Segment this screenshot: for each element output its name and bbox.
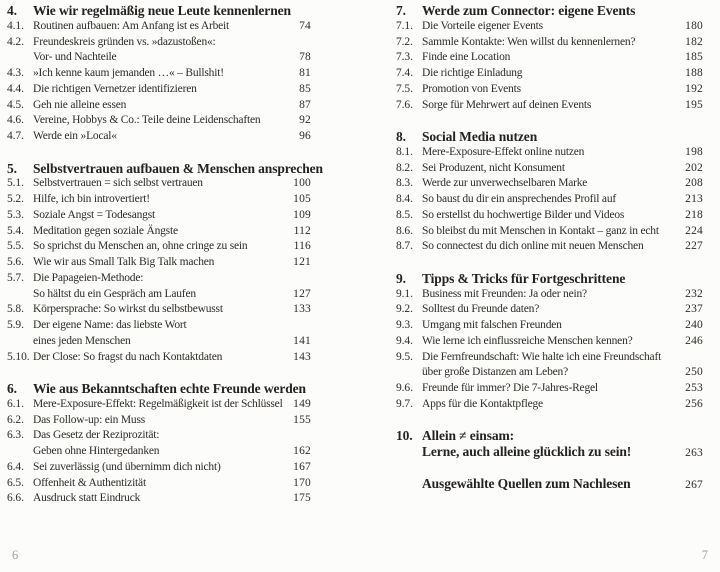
entry-page-number: 195 xyxy=(685,98,703,111)
toc-page-right xyxy=(396,3,703,491)
toc-chapter xyxy=(396,271,703,413)
entry-title: So erstellst du hochwertige Bilder und Videos xyxy=(422,208,625,221)
entry-number: 9.7. xyxy=(396,397,413,410)
entry-title: Geben ohne Hintergedanken xyxy=(33,445,160,457)
entry-number: 5.9. xyxy=(7,319,24,331)
entry-number: 4.4. xyxy=(7,82,24,95)
toc-chapter xyxy=(396,476,703,492)
entry-number: 7.2. xyxy=(396,35,413,48)
toc-entry xyxy=(396,239,703,255)
toc-entry xyxy=(7,491,311,507)
entry-title: Business mit Freunden: Ja oder nein? xyxy=(422,287,587,300)
toc-entry xyxy=(396,192,703,208)
entry-page-number: 188 xyxy=(685,67,703,79)
entry-page-number: 267 xyxy=(685,478,703,491)
entry-title: Freunde für immer? Die 7-Jahres-Regel xyxy=(422,382,598,394)
toc-page-left xyxy=(7,3,323,507)
toc-entry xyxy=(7,192,311,208)
entry-number: 5.8. xyxy=(7,303,24,316)
toc-entry xyxy=(7,460,311,476)
toc-chapter-heading xyxy=(7,3,311,19)
entry-title: Die richtige Einladung xyxy=(422,67,523,79)
entry-title: So bleibst du mit Menschen in Kontakt – ganz in echt xyxy=(422,224,659,237)
entry-number: 6.3. xyxy=(7,429,24,442)
entry-page-number: 253 xyxy=(685,382,703,394)
entry-number: 5.10. xyxy=(7,350,30,363)
chapter-title: Social Media nutzen xyxy=(422,129,538,144)
entry-number: 8.7. xyxy=(396,240,413,253)
toc-entry xyxy=(396,208,703,224)
chapter-title: Lerne, auch alleine glücklich zu sein! xyxy=(422,444,632,459)
entry-number: 9.1. xyxy=(396,287,413,300)
entry-title: Soziale Angst = Todesangst xyxy=(33,208,155,221)
entry-title: Die Vorteile eigener Events xyxy=(422,19,543,32)
entry-number: 8.2. xyxy=(396,161,413,174)
entry-title: Mere-Exposure-Effekt: Regelmäßigkeit ist der Schlüssel xyxy=(33,397,283,410)
toc-entry xyxy=(7,19,311,35)
entry-title: Die Papageien-Methode: xyxy=(33,271,144,284)
toc-entry xyxy=(7,255,311,271)
entry-page-number: 112 xyxy=(293,224,311,237)
toc-entry xyxy=(396,98,703,114)
entry-title: Vereine, Hobbys & Co.: Teile deine Leidenschaften xyxy=(33,114,261,127)
chapter-number: 5. xyxy=(7,160,17,176)
entry-title: über große Distanzen am Leben? xyxy=(422,366,568,379)
entry-page-number: 224 xyxy=(685,224,703,237)
toc-chapter-heading xyxy=(396,428,703,444)
entry-title: Werde zur unverwechselbaren Marke xyxy=(422,177,588,190)
entry-page-number: 92 xyxy=(299,114,311,127)
entry-title: Das Gesetz der Reziprozität: xyxy=(33,429,160,442)
toc-entry xyxy=(7,428,311,444)
entry-page-number: 256 xyxy=(685,397,703,410)
toc-entry xyxy=(7,82,311,98)
chapter-number: 8. xyxy=(396,129,406,144)
entry-number: 7.5. xyxy=(396,82,413,95)
entry-title: Freundeskreis gründen vs. »dazustoßen«: xyxy=(33,35,216,48)
entry-title: Der eigene Name: das liebste Wort xyxy=(33,319,187,331)
entry-number: 9.4. xyxy=(396,334,413,347)
entry-number: 9.2. xyxy=(396,303,413,316)
chapter-title: Tipps & Tricks für Fortgeschrittene xyxy=(422,270,626,286)
chapter-title: Werde zum Connector: eigene Events xyxy=(422,3,636,18)
toc-entry xyxy=(396,66,703,82)
entry-page-number: 170 xyxy=(293,476,311,489)
entry-page-number: 250 xyxy=(685,366,703,379)
entry-number: 6.4. xyxy=(7,460,24,473)
toc-entry xyxy=(7,176,311,192)
chapter-number: 7. xyxy=(396,3,406,18)
entry-page-number: 149 xyxy=(293,397,311,410)
entry-number: 7.1. xyxy=(396,19,413,32)
entry-page-number: 246 xyxy=(685,334,703,347)
toc-entry xyxy=(396,302,703,318)
entry-title: Die richtigen Vernetzer identifizieren xyxy=(33,82,197,95)
entry-number: 6.6. xyxy=(7,492,24,505)
entry-number: 4.7. xyxy=(7,130,24,142)
toc-chapter xyxy=(396,129,703,255)
entry-number: 4.5. xyxy=(7,98,24,111)
toc-entry xyxy=(7,66,311,82)
toc-chapter xyxy=(396,3,703,113)
entry-title: Der Close: So fragst du nach Kontaktdaten xyxy=(33,350,223,363)
toc-entry xyxy=(7,113,311,129)
toc-entry xyxy=(396,318,703,334)
toc-entry xyxy=(396,365,703,381)
entry-page-number: 100 xyxy=(293,177,311,190)
entry-number: 5.3. xyxy=(7,208,24,221)
entry-number: 7.4. xyxy=(396,67,413,79)
toc-entry xyxy=(396,161,703,177)
toc-chapter-heading xyxy=(396,476,703,492)
entry-title: Selbstvertrauen = sich selbst vertrauen xyxy=(33,177,203,190)
entry-title: Ausdruck statt Eindruck xyxy=(33,492,141,505)
toc-entry xyxy=(7,287,311,303)
toc-entry xyxy=(7,444,311,460)
toc-entry xyxy=(7,35,311,51)
entry-page-number: 162 xyxy=(293,445,311,457)
toc-chapter-heading xyxy=(7,381,311,397)
entry-page-number: 237 xyxy=(685,303,703,316)
entry-title: Werde ein »Local« xyxy=(33,130,117,142)
entry-title: Körpersprache: So wirkst du selbstbewusst xyxy=(33,303,223,316)
entry-page-number: 192 xyxy=(685,82,703,95)
entry-page-number: 185 xyxy=(685,51,703,64)
toc-entry xyxy=(7,334,311,350)
entry-page-number: 202 xyxy=(685,161,703,174)
entry-number: 4.2. xyxy=(7,35,24,48)
entry-page-number: 240 xyxy=(685,319,703,331)
entry-page-number: 143 xyxy=(293,350,311,363)
entry-page-number: 87 xyxy=(299,98,311,111)
entry-number: 8.1. xyxy=(396,145,413,158)
toc-entry xyxy=(396,224,703,240)
toc-entry xyxy=(7,350,311,366)
entry-page-number: 263 xyxy=(685,447,703,459)
entry-title: Promotion von Events xyxy=(422,82,521,95)
entry-page-number: 180 xyxy=(685,19,703,32)
chapter-title: Ausgewählte Quellen zum Nachlesen xyxy=(422,475,631,491)
entry-title: Sorge für Mehrwert auf deinen Events xyxy=(422,98,592,111)
chapter-title: Wie wir regelmäßig neue Leute kennenlernen xyxy=(33,3,291,18)
entry-title: Vor- und Nachteile xyxy=(33,51,117,64)
entry-title: Mere-Exposure-Effekt online nutzen xyxy=(422,145,585,158)
entry-title: Offenheit & Authentizität xyxy=(33,476,146,489)
entry-page-number: 116 xyxy=(293,240,311,253)
entry-title: Finde eine Location xyxy=(422,51,511,64)
entry-number: 9.5. xyxy=(396,350,413,363)
entry-number: 4.1. xyxy=(7,19,24,32)
entry-page-number: 198 xyxy=(685,145,703,158)
chapter-number: 4. xyxy=(7,3,17,18)
entry-page-number: 96 xyxy=(299,130,311,142)
entry-page-number: 109 xyxy=(293,208,311,221)
entry-title: »Ich kenne kaum jemanden …« – Bullshit! xyxy=(33,67,224,79)
entry-title: Meditation gegen soziale Ängste xyxy=(33,224,178,237)
folio-left: 6 xyxy=(12,548,19,562)
entry-page-number: 227 xyxy=(685,240,703,253)
entry-page-number: 141 xyxy=(293,334,311,347)
entry-title: Hilfe, ich bin introvertiert! xyxy=(33,193,150,205)
chapter-title: Allein ≠ einsam: xyxy=(422,428,515,444)
chapter-title: Wie aus Bekanntschaften echte Freunde werden xyxy=(33,381,306,396)
toc-entry xyxy=(7,224,311,240)
entry-number: 5.7. xyxy=(7,271,24,284)
entry-number: 5.1. xyxy=(7,177,24,190)
toc-entry xyxy=(396,350,703,366)
entry-number: 6.2. xyxy=(7,413,24,426)
entry-title: Sei zuverlässig (und übernimm dich nicht) xyxy=(33,460,221,473)
entry-page-number: 218 xyxy=(685,208,703,221)
toc-chapter xyxy=(396,428,703,460)
entry-title: Sammle Kontakte: Wen willst du kennenlernen? xyxy=(422,35,636,48)
entry-number: 8.6. xyxy=(396,224,413,237)
entry-number: 5.2. xyxy=(7,193,24,205)
entry-title: Sei Produzent, nicht Konsument xyxy=(422,161,565,174)
toc-entry xyxy=(7,271,311,287)
toc-entry xyxy=(7,302,311,318)
toc-chapter-heading xyxy=(396,271,703,287)
entry-number: 5.4. xyxy=(7,224,24,237)
entry-number: 6.5. xyxy=(7,476,24,489)
entry-number: 8.4. xyxy=(396,193,413,205)
entry-title: Wie wir aus Small Talk Big Talk machen xyxy=(33,256,215,268)
entry-number: 9.3. xyxy=(396,319,413,331)
toc-entry xyxy=(7,50,311,66)
toc-entry xyxy=(396,50,703,66)
chapter-number: 10. xyxy=(396,428,413,444)
toc-entry xyxy=(396,287,703,303)
toc-chapter-heading xyxy=(396,3,703,19)
toc-entry xyxy=(396,82,703,98)
entry-title: Solltest du Freunde daten? xyxy=(422,303,540,316)
toc-chapter-heading xyxy=(396,444,703,460)
toc-chapter xyxy=(7,3,311,145)
entry-number: 7.3. xyxy=(396,51,413,64)
entry-page-number: 85 xyxy=(299,82,311,95)
toc-entry xyxy=(7,413,311,429)
chapter-title: Selbstvertrauen aufbauen & Menschen ansprechen xyxy=(33,160,323,176)
entry-page-number: 105 xyxy=(293,193,311,205)
entry-title: So baust du dir ein ansprechendes Profil auf xyxy=(422,193,616,205)
toc-entry xyxy=(7,476,311,492)
entry-title: Das Follow-up: ein Muss xyxy=(33,413,146,426)
entry-number: 4.6. xyxy=(7,114,24,127)
toc-entry xyxy=(7,397,311,413)
entry-number: 9.6. xyxy=(396,382,413,394)
folio-right: 7 xyxy=(701,548,708,562)
toc-entry xyxy=(7,239,311,255)
entry-page-number: 127 xyxy=(293,287,311,300)
toc-entry xyxy=(396,145,703,161)
toc-chapter-heading xyxy=(7,160,323,177)
toc-chapter xyxy=(7,381,311,507)
entry-number: 7.6. xyxy=(396,98,413,111)
toc-entry xyxy=(396,176,703,192)
entry-page-number: 182 xyxy=(685,35,703,48)
entry-title: So connectest du dich online mit neuen Menschen xyxy=(422,240,644,253)
entry-title: Apps für die Kontaktpflege xyxy=(422,397,543,410)
entry-title: Die Fernfreundschaft: Wie halte ich eine Freundschaft xyxy=(422,350,662,363)
toc-entry xyxy=(396,35,703,51)
chapter-number: 6. xyxy=(7,381,17,396)
toc-entry xyxy=(7,98,311,114)
chapter-number: 9. xyxy=(396,270,406,286)
toc-entry xyxy=(396,381,703,397)
toc-entry xyxy=(396,19,703,35)
entry-page-number: 78 xyxy=(299,51,311,64)
entry-page-number: 121 xyxy=(293,256,311,268)
entry-title: eines jeden Menschen xyxy=(33,334,131,347)
toc-chapter xyxy=(7,160,323,366)
entry-number: 6.1. xyxy=(7,397,24,410)
entry-page-number: 81 xyxy=(299,67,311,79)
toc-entry xyxy=(7,208,311,224)
entry-title: Geh nie alleine essen xyxy=(33,98,127,111)
toc-entry xyxy=(7,318,311,334)
entry-number: 4.3. xyxy=(7,67,24,79)
entry-number: 8.5. xyxy=(396,208,413,221)
entry-page-number: 232 xyxy=(685,287,703,300)
toc-entry xyxy=(396,334,703,350)
entry-page-number: 133 xyxy=(293,303,311,316)
entry-number: 5.5. xyxy=(7,240,24,253)
toc-entry xyxy=(7,129,311,145)
entry-title: So hältst du ein Gespräch am Laufen xyxy=(33,287,196,300)
toc-entry xyxy=(396,397,703,413)
entry-page-number: 167 xyxy=(293,460,311,473)
entry-page-number: 213 xyxy=(685,193,703,205)
entry-title: Wie lerne ich einflussreiche Menschen kennen? xyxy=(422,334,633,347)
entry-title: Routinen aufbauen: Am Anfang ist es Arbeit xyxy=(33,19,230,32)
entry-page-number: 155 xyxy=(293,413,311,426)
entry-number: 8.3. xyxy=(396,177,413,190)
entry-page-number: 208 xyxy=(685,177,703,190)
entry-page-number: 74 xyxy=(299,19,311,32)
entry-page-number: 175 xyxy=(293,492,311,505)
entry-title: So sprichst du Menschen an, ohne cringe zu sein xyxy=(33,240,248,253)
entry-title: Umgang mit falschen Freunden xyxy=(422,319,562,331)
toc-chapter-heading xyxy=(396,129,703,145)
entry-number: 5.6. xyxy=(7,256,24,268)
